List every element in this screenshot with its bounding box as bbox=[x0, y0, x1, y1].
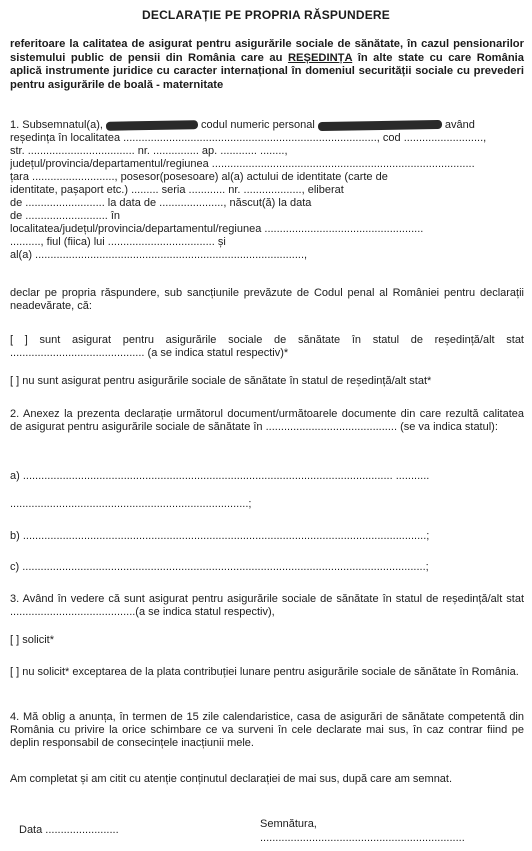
section1-line-county: județul/provincia/departamentul/regiunea ...................................................................................... bbox=[10, 158, 475, 170]
section2-document-b: b) ....................................................................................................................................; bbox=[10, 530, 430, 542]
section1-line-mother: al(a) ........................................................................................, bbox=[10, 249, 308, 261]
option-solicit: [ ] solicit* bbox=[10, 634, 55, 646]
section2-document-a: a) ......................................................................................................................... ........... bbox=[10, 470, 430, 482]
section1-line-birth-date: de ........................... în bbox=[10, 210, 121, 222]
redacted-personal-code bbox=[318, 120, 442, 131]
section4-obligation: 4. Mă oblig a anunța, în termen de 15 zile calendaristice, casa de asigurări de sănătate competentă din România cu privire la orice schimbare ce va surveni în cele declarate mai sus, în caz contrar fiind pe deplin responsabil de consecințele inacțiunii mele. bbox=[10, 711, 524, 750]
closing-statement: Am completat și am citit cu atenție conținutul declarației de mai sus, după care am semnat. bbox=[10, 773, 453, 785]
redacted-name bbox=[106, 120, 198, 131]
section1-line-father: .........., fiul (fiica) lui ................................... și bbox=[10, 236, 226, 248]
subtitle-emphasis: REȘEDINȚA bbox=[287, 51, 353, 64]
section1-line-id-series: identitate, pașaport etc.) ......... seria ............ nr. ..................., eliberat bbox=[10, 184, 344, 196]
section1-line-street: str. ................................... nr. ............... ap. ............ ........, bbox=[10, 145, 288, 157]
section1-line1-middle: codul numeric personal bbox=[198, 119, 318, 131]
option-not-insured: [ ] nu sunt asigurat pentru asigurările sociale de sănătate în statul de reședință/alt stat* bbox=[10, 375, 432, 387]
section3-intro: 3. Având în vedere că sunt asigurat pentru asigurările sociale de sănătate în statul de reședință/alt stat .........................................(a se indica statul respectiv), bbox=[10, 593, 524, 619]
section2-document-c: c) ....................................................................................................................................; bbox=[10, 561, 429, 573]
section2-intro: 2. Anexez la prezenta declarație următorul document/următoarele documente din care rezultă calitatea de asigurat pentru asigurările sociale de sănătate în ........................................... (se va indica statul): bbox=[10, 408, 524, 434]
section1-line-residence: reședința în localitatea ..................................................................................., cod .........................., bbox=[10, 132, 487, 144]
subtitle-text-after: în alte state cu care România aplică instrumente juridice cu caracter internațional în domeniul securității sociale cu prevederi pentru asigurările de boală - maternitate bbox=[10, 51, 524, 91]
declaration-subtitle bbox=[10, 38, 524, 92]
page-title: DECLARAȚIE PE PROPRIA RĂSPUNDERE bbox=[142, 8, 390, 22]
section1-line-issued: de .......................... la data de ....................., născut(ă) la data bbox=[10, 197, 312, 209]
section1-line-country: țara ..........................., posesor(posesoare) al(a) actului de identitate (carte de bbox=[10, 171, 388, 183]
section2-document-a-continued: ..............................................................................; bbox=[10, 498, 252, 510]
section1-line-birth-place: localitatea/județul/provincia/departamentul/regiunea .................................................... bbox=[10, 223, 424, 235]
section1-line1-start: 1. Subsemnatul(a), bbox=[10, 119, 106, 131]
signature-label: Semnătura, bbox=[260, 818, 317, 830]
option-insured: [ ] sunt asigurat pentru asigurările sociale de sănătate în statul de reședință/alt stat ............................................ (a se indica statul respectiv)* bbox=[10, 334, 524, 360]
option-nu-solicit: [ ] nu solicit* exceptarea de la plata contribuției lunare pentru asigurările sociale de sănătate în România. bbox=[10, 666, 519, 678]
section1-line1-end: având bbox=[441, 119, 475, 131]
date-field: Data ........................ bbox=[19, 824, 119, 836]
declaration-statement: declar pe propria răspundere, sub sancțiunile prevăzute de Codul penal al României pentru declarații neadevărate, că: bbox=[10, 287, 524, 313]
section1-line-name bbox=[10, 119, 524, 133]
signature-line: ................................................................... bbox=[260, 832, 465, 844]
subtitle-text-before: referitoare la calitatea de asigurat pentru asigurările sociale de sănătate, în cazul pensionarilor sistemului public de pensii din România care au bbox=[10, 38, 524, 64]
